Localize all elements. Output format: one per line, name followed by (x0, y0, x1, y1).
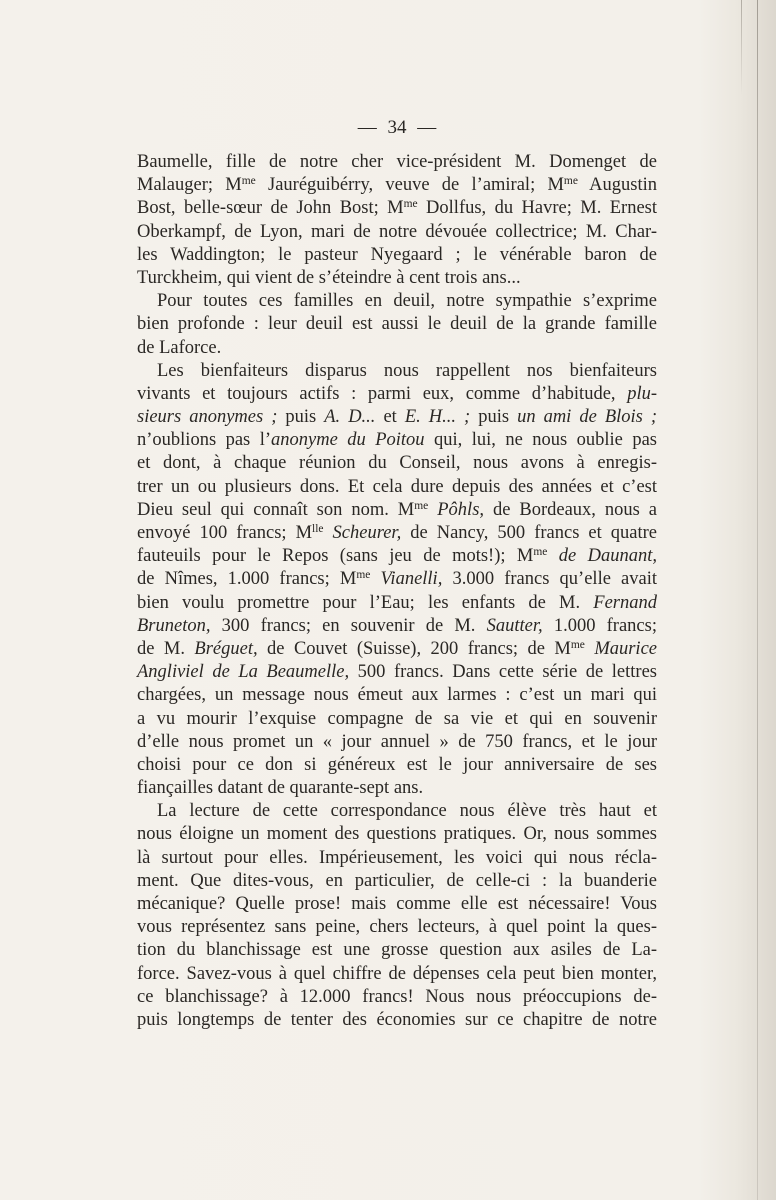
text-run: ment. Que dites-vous, en particulier, de celle-ci : la buanderie (137, 870, 657, 891)
text-run: Turckheim, qui vient de s’éteindre à cent trois ans... (137, 267, 521, 288)
superscript-text: me (241, 174, 256, 187)
text-line (137, 499, 657, 522)
italic-text: un ami de Blois ; (517, 407, 658, 428)
text-run: de M. (137, 638, 195, 659)
text-run: bien voulu promettre pour l’Eau; les enfants de M. (137, 592, 594, 613)
text-line (137, 337, 657, 360)
text-line (137, 847, 657, 870)
text-run: de Nîmes, 1.000 francs; M (137, 569, 357, 590)
italic-text: Scheurer, (332, 523, 402, 543)
paragraph (137, 800, 657, 1032)
text-run: puis longtemps de tenter des économies sur ce chapitre de notre (137, 1009, 657, 1030)
text-run: chargées, un message nous émeut aux larmes : c’est un mari qui (137, 685, 657, 706)
text-run: envoyé 100 francs; M (137, 523, 313, 543)
text-line (137, 290, 657, 313)
text-run: force. Savez-vous à quel chiffre de dépenses cela peut bien monter, (137, 963, 657, 984)
text-run: de Nancy, 500 francs et quatre (401, 523, 658, 543)
text-run: fiançailles datant de quarante-sept ans. (137, 778, 424, 799)
text-run: mécanique? Quelle prose! mais comme elle est nécessaire! Vous (137, 894, 657, 914)
text-run: puis (277, 407, 325, 428)
text-run: Baumelle, fille de notre cher vice-président M. Domenget de (137, 152, 657, 172)
text-run: 500 francs. Dans cette série de lettres (349, 662, 657, 683)
text-line (137, 1009, 657, 1032)
text-line (137, 916, 657, 939)
text-line (137, 777, 657, 800)
text-line (137, 522, 657, 545)
text-run: de Couvet (Suisse), 200 francs; de M (257, 638, 571, 659)
text-run: de Laforce. (137, 337, 222, 358)
superscript-text: me (414, 499, 429, 512)
text-run: et dont, à chaque réunion du Conseil, nous avons à enregis- (137, 453, 657, 474)
text-line (137, 615, 657, 638)
page-curl-edge (741, 0, 742, 95)
page-number: — 34 — (357, 117, 437, 138)
paragraph (137, 360, 657, 801)
italic-text: de Daunant, (558, 546, 658, 567)
text-run: fauteuils pour le Repos (sans jeu de mots!); M (137, 546, 534, 567)
italic-text: Angliviel de La Beaumelle, (137, 662, 350, 683)
text-line (137, 244, 657, 267)
text-line (137, 151, 657, 174)
text-line (137, 545, 657, 568)
text-line (137, 870, 657, 893)
italic-text: E. H... ; (404, 407, 471, 428)
text-line (137, 360, 657, 383)
text-line (137, 221, 657, 244)
italic-text: plu- (627, 383, 657, 404)
text-line (137, 986, 657, 1009)
text-run: d’elle nous promet un « jour annuel » de 750 francs, et le jour (137, 731, 657, 752)
text-run (428, 500, 437, 520)
text-run: 3.000 francs qu’elle avait (442, 569, 658, 590)
text-run: puis (470, 407, 518, 428)
text-run: a vu mourir l’exquise compagne de sa vie et qui en souvenir (137, 708, 657, 729)
superscript-text: me (563, 174, 578, 187)
superscript-text: me (533, 545, 548, 558)
text-run: ce blanchissage? à 12.000 francs! Nous nous préoccupions de- (137, 986, 657, 1007)
text-run: Malauger; M (137, 175, 242, 196)
text-line (137, 684, 657, 707)
text-line (137, 452, 657, 475)
text-line (137, 731, 657, 754)
italic-text: Bréguet, (194, 638, 258, 659)
italic-text: Fernand (593, 592, 657, 613)
text-run: qui, lui, ne nous oublie pas (424, 430, 657, 451)
text-run: Les bienfaiteurs disparus nous rappellent nos bienfaiteurs (157, 360, 657, 381)
text-line (137, 406, 657, 429)
text-line (137, 893, 657, 916)
text-run: La lecture de cette correspondance nous élève très haut et (157, 801, 657, 822)
text-block (137, 151, 657, 1032)
italic-text: Maurice (594, 638, 657, 659)
text-line (137, 429, 657, 452)
italic-text: anonyme du Poitou (271, 430, 425, 451)
superscript-text: me (570, 638, 585, 651)
text-run: et (375, 407, 405, 428)
text-run: n’oublions pas l’ (137, 430, 272, 451)
text-line (137, 708, 657, 731)
text-run: bien profonde : leur deuil est aussi le deuil de la grande famille (137, 314, 657, 335)
text-run: Bost, belle-sœur de John Bost; M (137, 198, 404, 219)
text-line (137, 963, 657, 986)
text-run (585, 639, 594, 659)
text-run: là surtout pour elles. Impérieusement, les voici qui nous récla- (137, 847, 657, 868)
text-run: vous représentez sans peine, chers lecteurs, à quel point la ques- (137, 917, 657, 938)
text-run: Jauréguibérry, veuve de l’amiral; M (255, 175, 564, 196)
text-run: Oberkampf, de Lyon, mari de notre dévouée collectrice; M. Char- (137, 221, 657, 242)
text-line (137, 661, 657, 684)
text-run: 1.000 francs; (542, 615, 657, 636)
text-run: Dollfus, du Havre; M. Ernest (417, 198, 657, 219)
superscript-text: lle (312, 522, 324, 535)
text-line (137, 174, 657, 197)
text-run: tion du blanchissage est une grosse question aux asiles de La- (137, 940, 657, 961)
page-edge-shadow (757, 0, 758, 1200)
text-line (137, 939, 657, 962)
text-run (370, 569, 380, 589)
italic-text: Bruneton, (137, 615, 211, 636)
text-line (137, 197, 657, 220)
text-run (324, 523, 333, 543)
text-run: nous éloigne un moment des questions pratiques. Or, nous sommes (137, 824, 657, 845)
text-run: trer un ou plusieurs dons. Et cela dure depuis des années et c’est (137, 476, 657, 497)
text-run: Augustin (577, 175, 657, 196)
italic-text: Vianelli, (380, 569, 443, 590)
italic-text: A. D... (324, 407, 376, 428)
text-run: les Waddington; le pasteur Nyegaard ; le vénérable baron de (137, 244, 657, 265)
text-run: Pour toutes ces familles en deuil, notre sympathie s’exprime (157, 291, 657, 312)
text-run: choisi pour ce don si généreux est le jour anniversaire de ses (137, 754, 657, 775)
italic-text: Sautter, (486, 615, 543, 636)
text-line (137, 476, 657, 499)
text-line (137, 267, 657, 290)
superscript-text: me (356, 569, 371, 582)
text-line (137, 592, 657, 615)
paragraph (137, 290, 657, 360)
paragraph (137, 151, 657, 290)
text-line (137, 823, 657, 846)
italic-text: sieurs anonymes ; (137, 407, 278, 428)
text-line (137, 383, 657, 406)
text-run: de Bordeaux, nous a (484, 499, 658, 520)
text-run: 300 francs; en souvenir de M. (210, 615, 487, 636)
text-run (547, 546, 558, 566)
text-line (137, 638, 657, 661)
text-line (137, 800, 657, 823)
text-line (137, 754, 657, 777)
text-run: vivants et toujours actifs : parmi eux, comme d’habitude, (137, 383, 628, 404)
text-line (137, 568, 657, 591)
italic-text: Pôhls, (437, 499, 485, 520)
superscript-text: me (403, 198, 418, 211)
text-line (137, 313, 657, 336)
text-run: Dieu seul qui connaît son nom. M (137, 499, 415, 520)
